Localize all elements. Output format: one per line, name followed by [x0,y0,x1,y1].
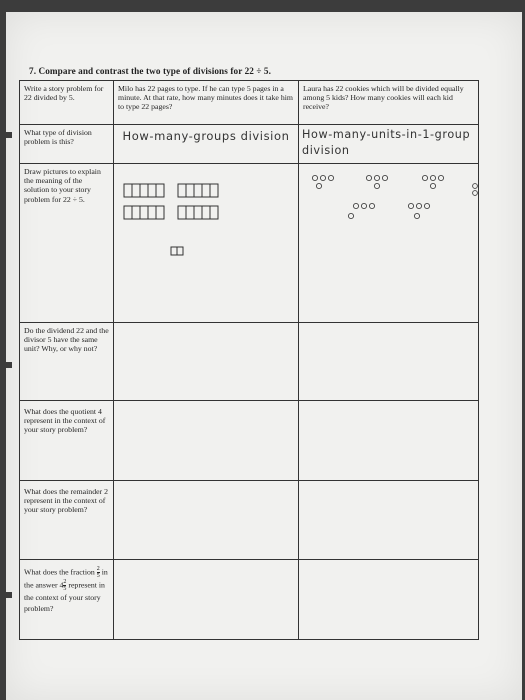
drawing-groups-cell [114,164,299,323]
remainder-groups-cell [114,481,299,560]
fraction-question-part-a: What does the fraction [24,567,95,577]
quotient-groups-cell [114,401,299,481]
fraction-groups-cell [114,560,299,640]
bar-group-4 [178,206,218,219]
binder-hole [6,132,12,138]
same-unit-units-cell [299,323,479,401]
question-title: 7. Compare and contrast the two type of divisions for 22 ÷ 5. [29,66,272,76]
fraction-two-fifths [97,566,100,579]
row-label-division-type: What type of division problem is this? [20,125,114,164]
mixed-denominator: 5 [63,586,67,592]
division-type-units-cell [299,125,479,164]
bar-group-2 [178,184,218,197]
fraction-question-part-c: represent in the context of your story problem? [24,580,105,614]
bars-drawing [114,164,299,323]
row-label-draw-pictures: Draw pictures to explain the meaning of the solution to your story problem for 22 ÷ 5. [20,164,114,323]
drawing-units-cell [299,164,479,323]
story-problem-groups: Milo has 22 pages to type. If he can type 5 pages in a minute. At that rate, how many minutes does it take him to type 22 pages? [114,81,299,125]
story-problem-units: Laura has 22 cookies which will be divided equally among 5 kids? How many cookies will each kid receive? [299,81,479,125]
bar-group-1 [124,184,164,197]
fraction-units-cell [299,560,479,640]
circles-drawing [299,164,479,323]
row-label-fraction [20,560,114,640]
row-label-quotient: What does the quotient 4 represent in the context of your story problem? [20,401,114,481]
row-label-story-problem: Write a story problem for 22 divided by 5. [20,81,114,125]
mixed-number-fraction [63,579,66,592]
bar-remainder [171,247,183,255]
comparison-table [19,80,479,640]
binder-hole [6,362,12,368]
fraction-numerator: 2 [96,566,100,572]
row-label-same-unit: Do the dividend 22 and the divisor 5 have the same unit? Why, or why not? [20,323,114,401]
fraction-denominator: 5 [96,573,100,579]
division-type-groups-answer: How-many-groups division [122,129,290,143]
remainder-units-cell [299,481,479,560]
fraction-question-part-b: in the answer 4 [24,567,108,590]
binder-hole [6,592,12,598]
bar-group-3 [124,206,164,219]
same-unit-groups-cell [114,323,299,401]
mixed-numerator: 2 [63,579,67,585]
division-type-units-answer: How-many-units-in-1-group division [302,128,471,157]
row-label-remainder: What does the remainder 2 represent in the context of your story problem? [20,481,114,560]
quotient-units-cell [299,401,479,481]
division-type-groups-cell [114,125,299,164]
